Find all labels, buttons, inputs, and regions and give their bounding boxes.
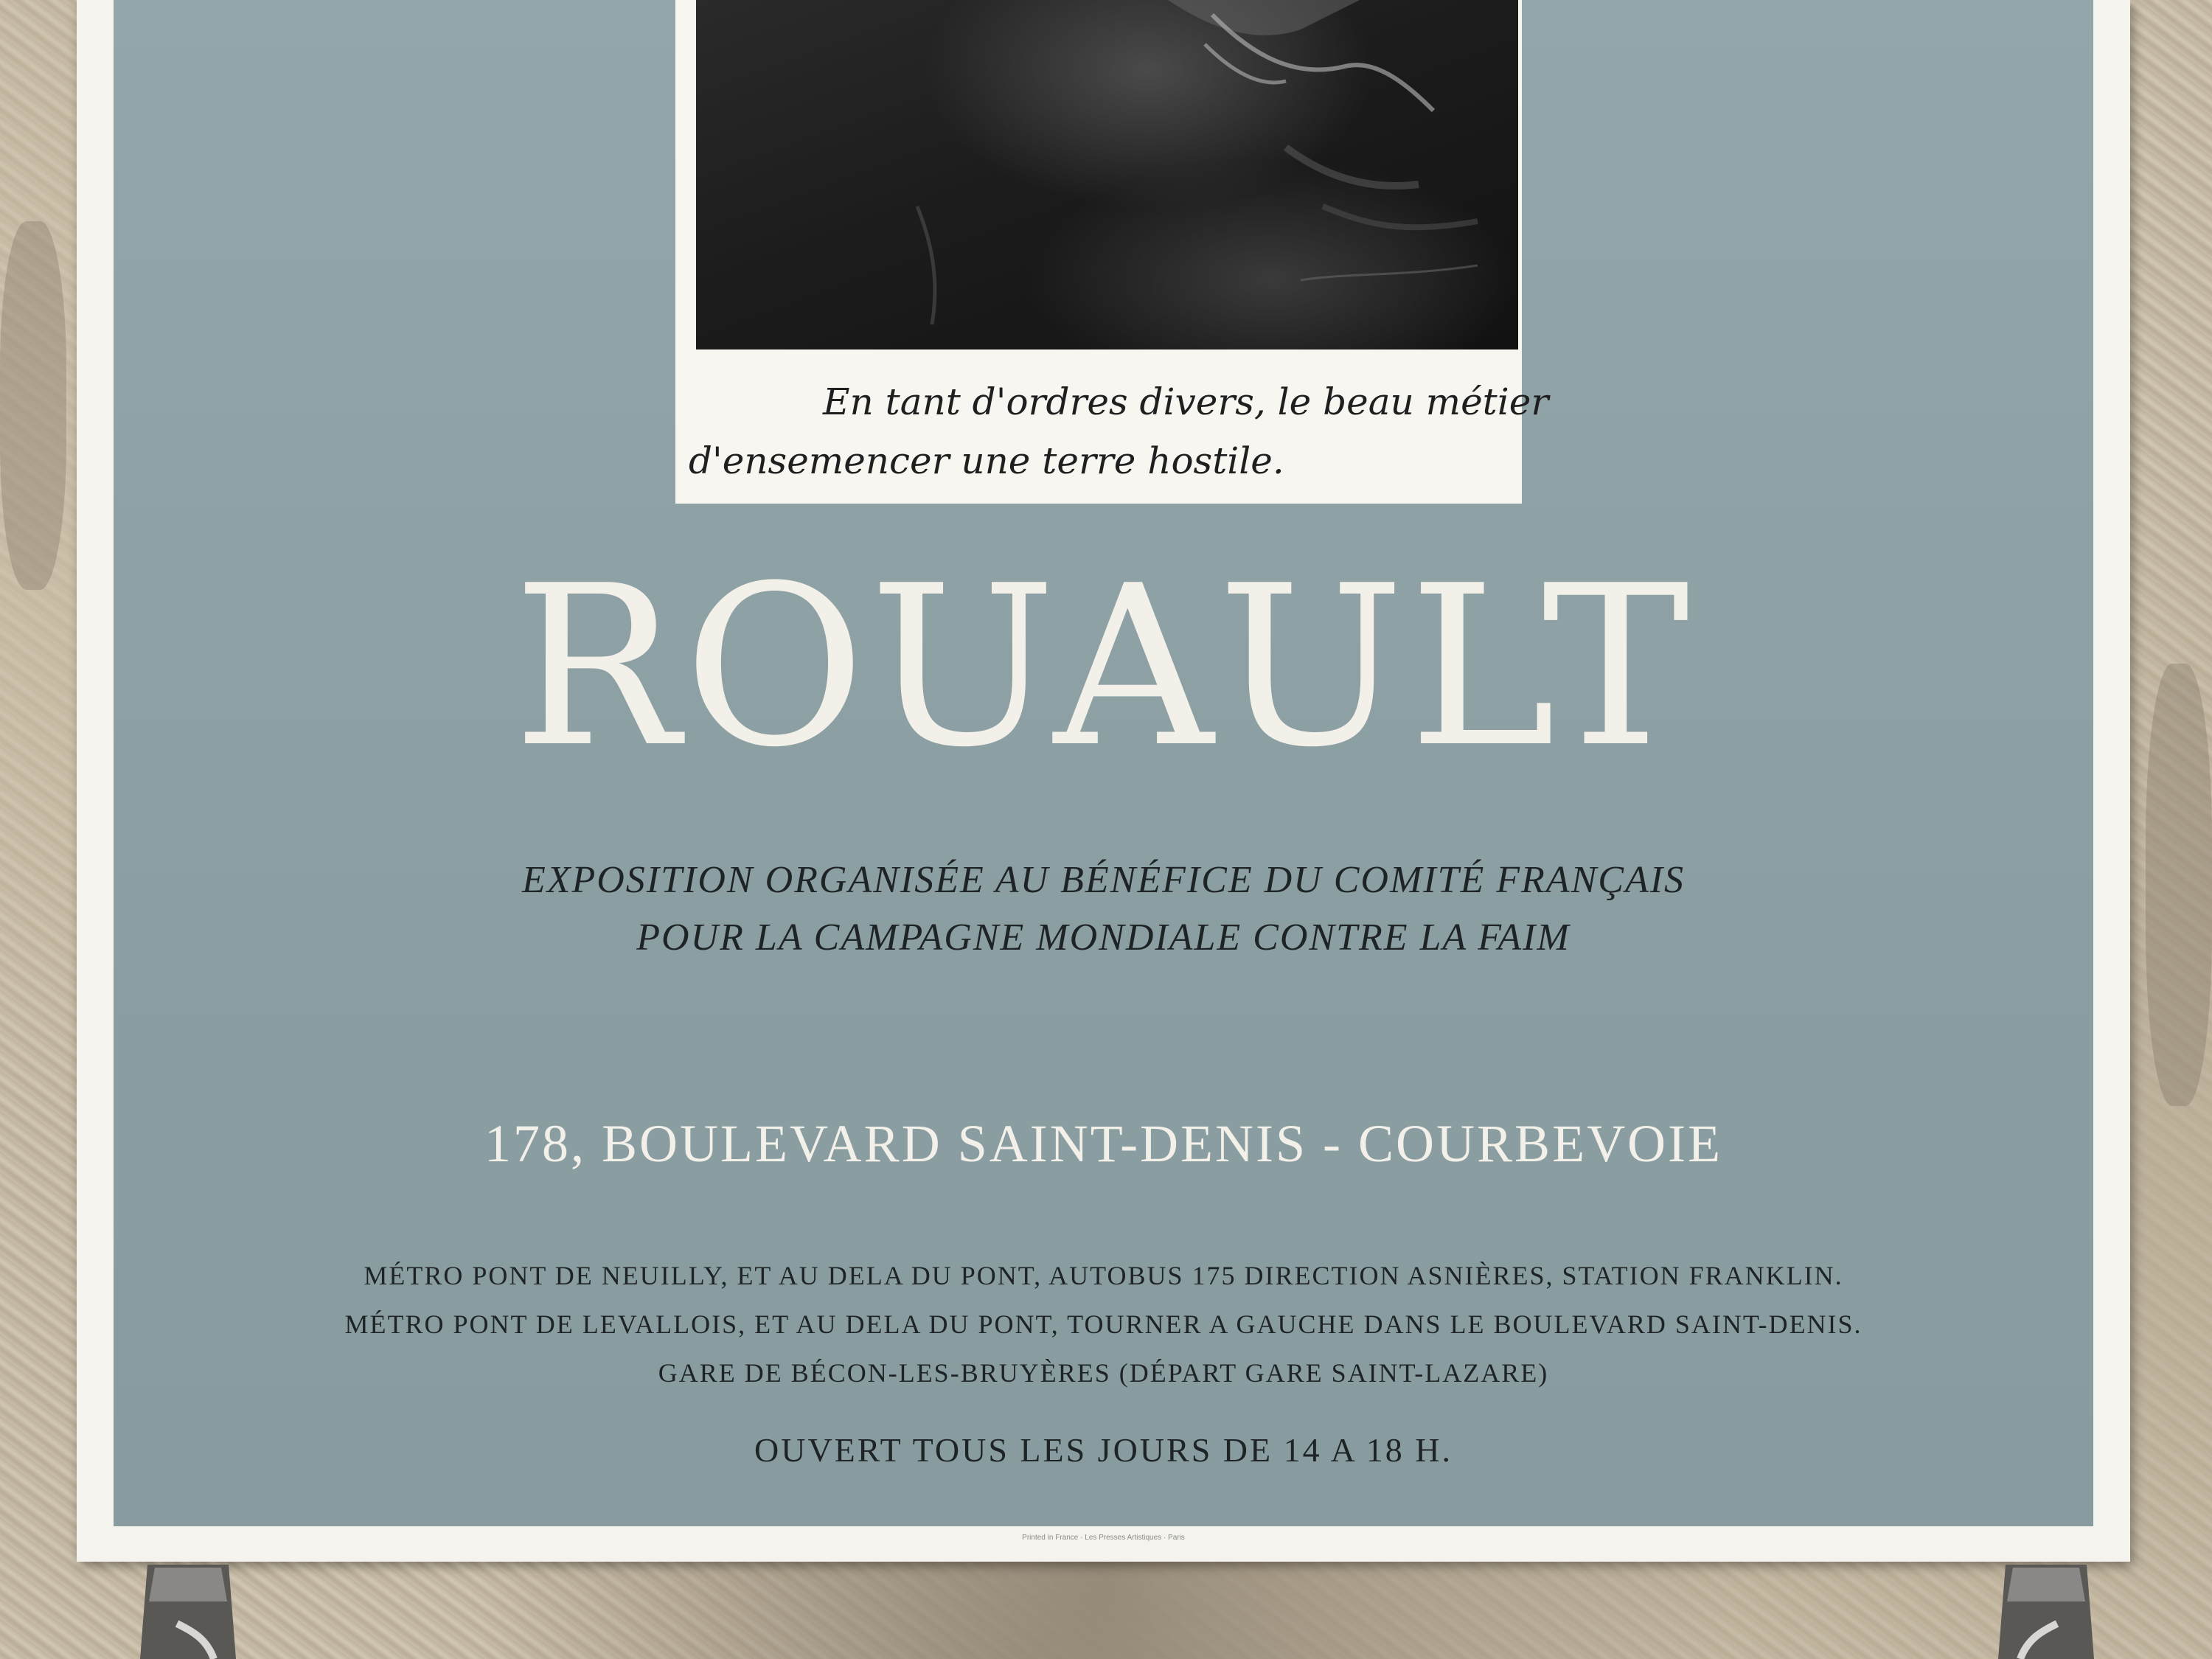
opening-hours: OUVERT TOUS LES JOURS DE 14 A 18 H. (754, 1431, 1453, 1469)
subtitle-line: POUR LA CAMPAGNE MONDIALE CONTRE LA FAIM (636, 917, 1571, 959)
caption-line: En tant d'ordres divers, le beau métier (823, 380, 1549, 423)
directions-line: MÉTRO PONT DE LEVALLOIS, ET AU DELA DU PONT, TOURNER A GAUCHE DANS LE BOULEVARD SAINT-DENIS. (344, 1310, 1863, 1339)
poster (77, 0, 2130, 1562)
venue-address: 178, BOULEVARD SAINT-DENIS - COURBEVOIE (484, 1114, 1723, 1173)
directions-line: GARE DE BÉCON-LES-BRUYÈRES (DÉPART GARE SAINT-LAZARE) (658, 1358, 1549, 1388)
poster-clip-left (133, 1557, 243, 1659)
artwork-frame (675, 0, 1549, 504)
printer-credit: Printed in France · Les Presses Artistiques · Paris (1022, 1534, 1185, 1542)
poster-title: ROUAULT (512, 538, 1694, 796)
artwork-print (696, 0, 1518, 349)
directions (114, 1251, 2093, 1397)
poster-clip-right (1991, 1557, 2101, 1659)
wall-stain (2146, 664, 2212, 1106)
poster-subtitle (114, 852, 2093, 967)
artwork-image (696, 0, 1518, 349)
wall-stain (0, 221, 66, 590)
directions-line: MÉTRO PONT DE NEUILLY, ET AU DELA DU PONT, AUTOBUS 175 DIRECTION ASNIÈRES, STATION FRANKLIN. (364, 1261, 1843, 1290)
subtitle-line: EXPOSITION ORGANISÉE AU BÉNÉFICE DU COMITÉ FRANÇAIS (521, 859, 1686, 901)
artwork-caption (675, 372, 1549, 490)
caption-line: d'ensemencer une terre hostile. (689, 439, 1284, 482)
poster-background (114, 0, 2093, 1526)
